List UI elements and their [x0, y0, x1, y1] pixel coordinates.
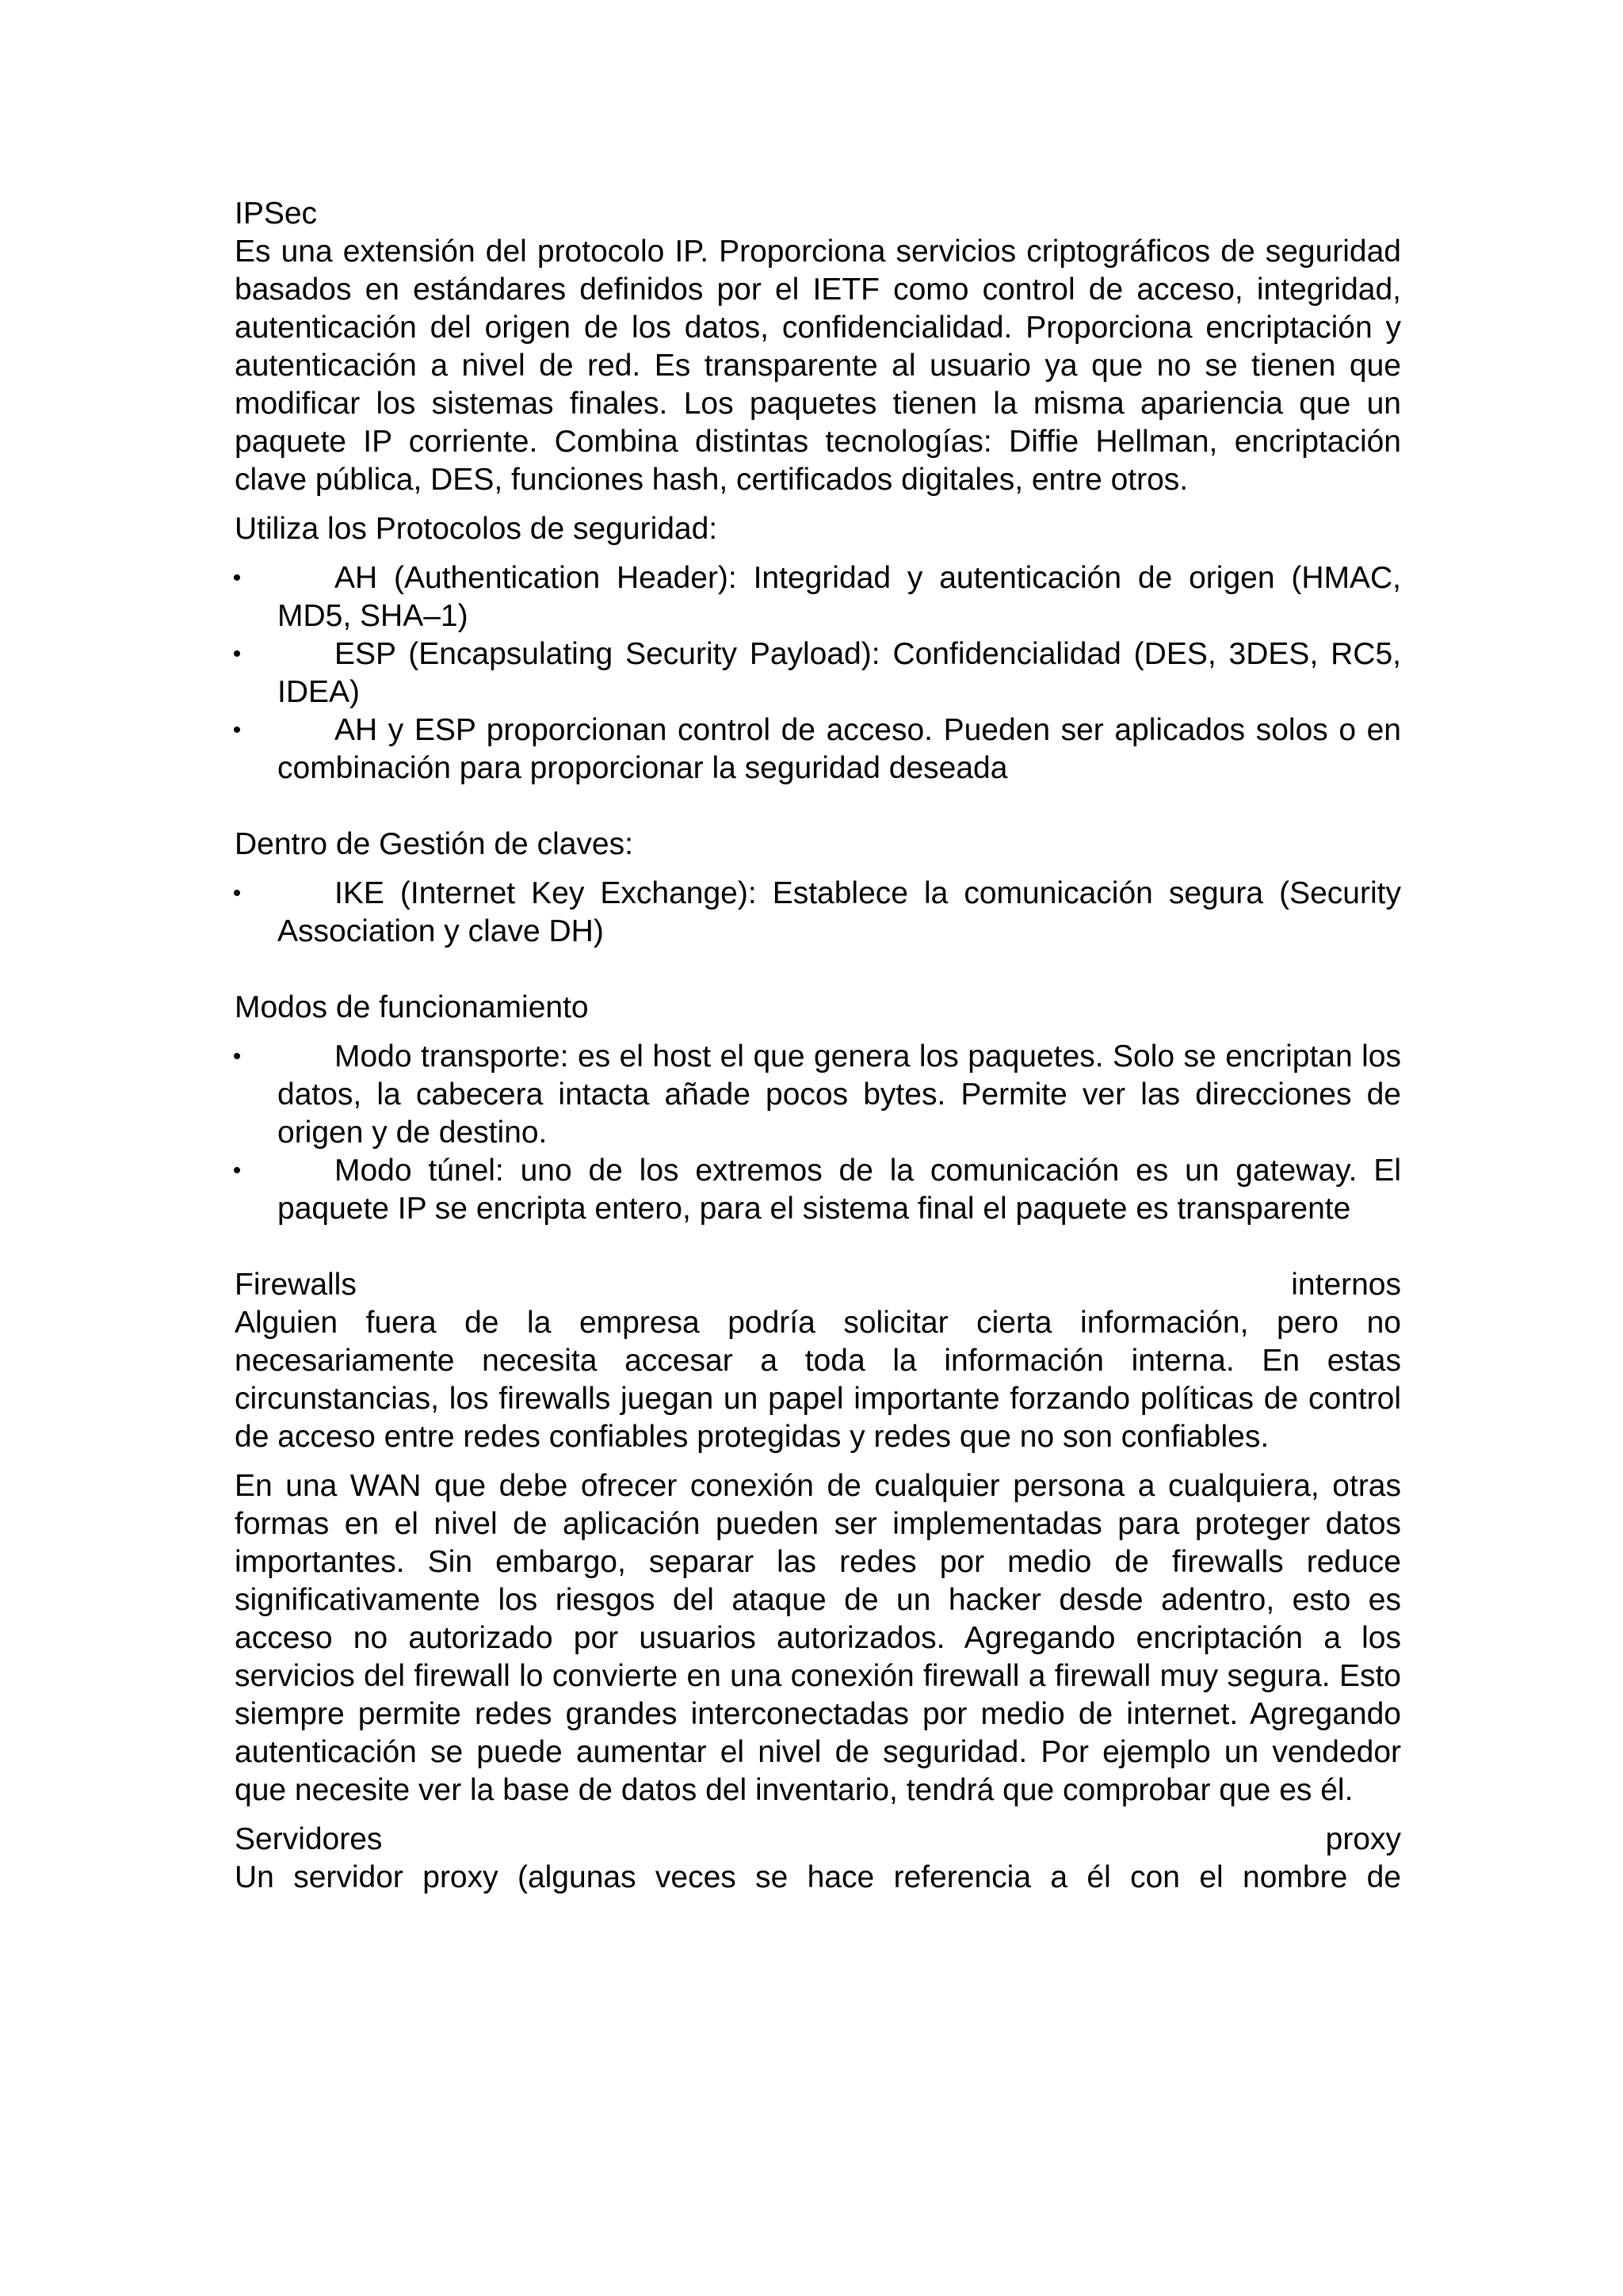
list-item [232, 711, 1401, 788]
keys-list [232, 875, 1401, 951]
bullet-icon: • [232, 565, 242, 591]
bullet-icon: • [232, 641, 242, 667]
bullet-icon: • [232, 717, 242, 743]
list-item-text: IKE (Internet Key Exchange): Establece la comunicación segura (Security Association y clave DH) [277, 876, 1401, 948]
list-item-text: AH y ESP proporcionan control de acceso. Pueden ser aplicados solos o en combinación para proporcionar la seguridad deseada [277, 713, 1401, 785]
bullet-icon: • [232, 1158, 242, 1184]
ipsec-intro-paragraph: Es una extensión del protocolo IP. Proporciona servicios criptográficos de seguridad basados en estándares definidos por el IETF como control de acceso, integridad, autenticación del origen de los datos, confidencialidad. Proporciona encriptación y autenticación a nivel de red. Es transparente al usuario ya que no se tienen que modificar los sistemas finales. Los paquetes tienen la misma apariencia que un paquete IP corriente. Combina distintas tecnologías: Diffie Hellman, encriptación clave pública, DES, funciones hash, certificados digitales, entre otros. [235, 235, 1401, 497]
firewalls-title-right: internos [1291, 1268, 1401, 1302]
proxy-heading [235, 1821, 1401, 1859]
keys-heading: Dentro de Gestión de claves: [235, 827, 633, 861]
list-item-text: AH (Authentication Header): Integridad y autenticación de origen (HMAC, MD5, SHA–1) [277, 561, 1401, 633]
list-item [232, 1038, 1401, 1152]
list-item-text: ESP (Encapsulating Security Payload): Confidencialidad (DES, 3DES, RC5, IDEA) [277, 637, 1401, 709]
firewalls-paragraph-2: En una WAN que debe ofrecer conexión de cualquier persona a cualquiera, otras formas en el nivel de aplicación pueden ser implementadas para proteger datos importantes. Sin embargo, separar las redes por medio de firewalls reduce significativamente los riesgos del ataque de un hacker desde adentro, esto es acceso no autorizado por usuarios autorizados. Agregando encriptación a los servicios del firewall lo convierte en una conexión firewall a firewall muy segura. Esto siempre permite redes grandes interconectadas por medio de internet. Agregando autenticación se puede aumentar el nivel de seguridad. Por ejemplo un vendedor que necesite ver la base de datos del inventario, tendrá que comprobar que es él. [235, 1469, 1401, 1807]
document-body [232, 195, 1401, 1897]
modes-list [232, 1038, 1401, 1228]
list-item [232, 559, 1401, 635]
list-item-text: Modo transporte: es el host el que genera los paquetes. Solo se encriptan los datos, la cabecera intacta añade pocos bytes. Permite ver las direcciones de origen y de destino. [277, 1039, 1401, 1150]
firewalls-paragraph-1: Alguien fuera de la empresa podría solicitar cierta información, pero no necesariamente necesita accesar a toda la información interna. En estas circunstancias, los firewalls juegan un papel importante forzando políticas de control de acceso entre redes confiables protegidas y redes que no son confiables. [235, 1306, 1401, 1454]
list-item [232, 1152, 1401, 1228]
bullet-icon: • [232, 1043, 242, 1070]
list-item [232, 875, 1401, 951]
firewalls-title-left: Firewalls [235, 1268, 357, 1302]
modes-heading: Modos de funcionamiento [235, 990, 589, 1024]
proxy-title-right: proxy [1325, 1822, 1401, 1856]
bullet-icon: • [232, 880, 242, 906]
ipsec-title: IPSec [235, 196, 318, 231]
proxy-paragraph-1: Un servidor proxy (algunas veces se hace referencia a él con el nombre de [235, 1860, 1401, 1894]
list-item [232, 635, 1401, 711]
protocols-list [232, 559, 1401, 788]
protocols-heading: Utiliza los Protocolos de seguridad: [235, 512, 718, 546]
list-item-text: Modo túnel: uno de los extremos de la comunicación es un gateway. El paquete IP se encripta entero, para el sistema final el paquete es transparente [277, 1154, 1401, 1226]
proxy-title-left: Servidores [235, 1822, 383, 1856]
firewalls-heading [235, 1266, 1401, 1304]
